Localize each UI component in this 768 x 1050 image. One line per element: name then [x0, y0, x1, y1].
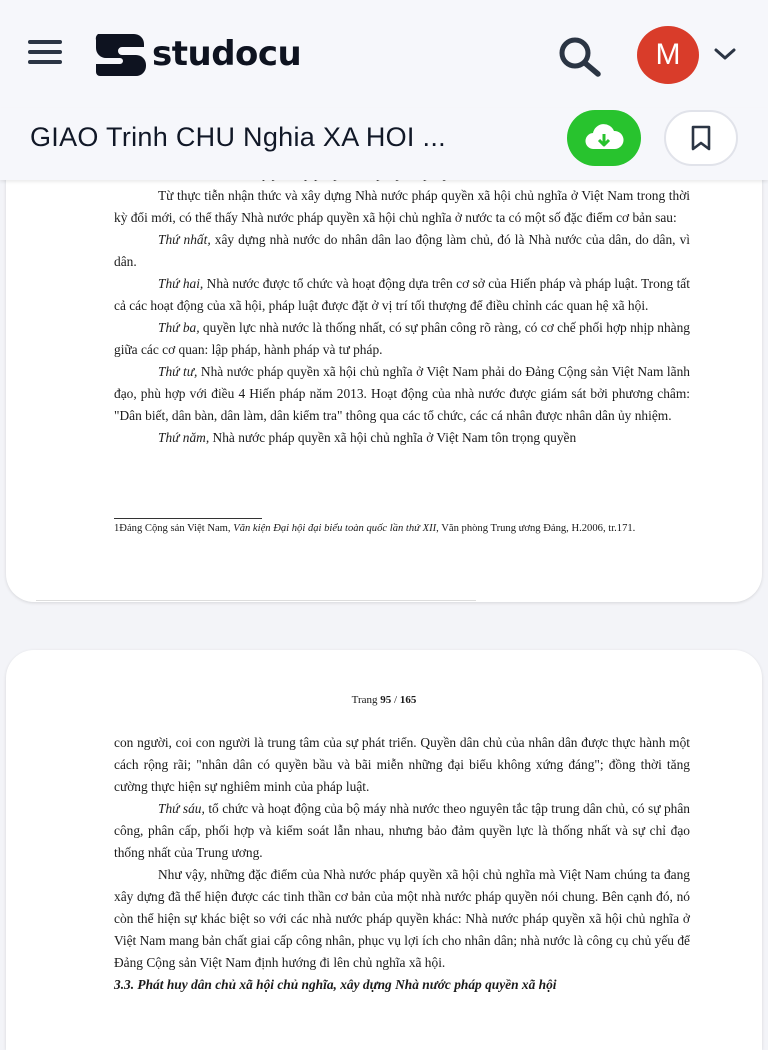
paragraph: Từ thực tiễn nhận thức và xây dựng Nhà nước pháp quyền xã hội chủ nghĩa ở Việt Nam trong thời kỳ đổi mới, có thể thấy Nhà nước pháp quyền xã hội chủ nghĩa ở nước ta có một số đặc điểm cơ bản sau: [114, 188, 690, 225]
feature-lead: Thứ năm, [158, 430, 210, 445]
feature-paragraph [114, 798, 690, 864]
bookmark-button[interactable] [664, 110, 738, 166]
studocu-logo[interactable] [92, 30, 301, 78]
page-separator: / [391, 694, 400, 706]
feature-lead: Thứ hai, [158, 276, 204, 291]
footnote-italic: Văn kiện Đại hội đại biểu toàn quốc lần thứ XII [233, 523, 437, 534]
feature-lead: Thứ tư, [158, 364, 198, 379]
feature-paragraph [114, 361, 690, 427]
document-title: GIAO Trinh CHU Nghia XA HOI ... [30, 122, 446, 152]
feature-text: tổ chức và hoạt động của bộ máy nhà nước theo nguyên tắc tập trung dân chủ, có sự phân công, phân cấp, phối hợp và kiểm soát lẫn nhau, nhưng bảo đảm quyền lực là thống nhất và sự chỉ đạo thống nhất của Trung ương. [114, 801, 690, 860]
menu-icon[interactable] [28, 40, 64, 68]
page-body [114, 732, 690, 996]
feature-paragraph [114, 273, 690, 317]
feature-text: xây dựng nhà nước do nhân dân lao động làm chủ, đó là Nhà nước của dân, do dân, vì dân. [114, 232, 690, 269]
page-body [114, 163, 690, 449]
feature-lead: Thứ sáu, [158, 801, 205, 816]
feature-text: quyền lực nhà nước là thống nhất, có sự phân công rõ ràng, có cơ chế phối hợp nhịp nhàng giữa các cơ quan: lập pháp, hành pháp và tư pháp. [114, 320, 690, 357]
feature-lead: Thứ nhất, [158, 232, 211, 247]
feature-paragraph [114, 427, 690, 449]
footnote-post: , Văn phòng Trung ương Đảng, H.2006, tr.171. [436, 523, 636, 534]
download-button[interactable] [567, 110, 641, 166]
feature-lead: Thứ ba, [158, 320, 200, 335]
feature-text: Nhà nước pháp quyền xã hội chủ nghĩa ở Việt Nam tôn trọng quyền [209, 430, 577, 445]
document-title-bar [0, 108, 768, 180]
footnote-divider [114, 518, 262, 519]
chevron-down-icon[interactable] [712, 44, 738, 64]
section-heading: 3.3. Phát huy dân chủ xã hội chủ nghĩa, xây dựng Nhà nước pháp quyền xã hội [114, 977, 557, 992]
cloud-download-icon [584, 123, 624, 153]
feature-text: Nhà nước được tổ chức và hoạt động dựa trên cơ sở của Hiến pháp và pháp luật. Trong tất cả các hoạt động của xã hội, pháp luật được đặt ở vị trí tối thượng để điều chỉnh các quan hệ xã hội. [114, 276, 690, 313]
feature-text: Nhà nước pháp quyền xã hội chủ nghĩa ở Việt Nam phải do Đảng Cộng sản Việt Nam lãnh đạo, phù hợp với điều 4 Hiến pháp năm 2013. Hoạt động của nhà nước được giám sát bởi phương châm: "Dân biết, dân bàn, dân làm, dân kiểm tra" thông qua các tổ chức, các cá nhân được nhân dân ủy nhiệm. [114, 364, 690, 423]
search-icon[interactable] [554, 34, 604, 78]
brand-name: studocu [152, 34, 302, 74]
logo-mark-icon [92, 30, 148, 78]
feature-paragraph [114, 229, 690, 273]
page-total: 165 [399, 694, 417, 706]
avatar[interactable]: M [637, 26, 699, 84]
footnote [114, 522, 690, 535]
page-number [6, 694, 762, 706]
page-footer-divider [36, 600, 476, 601]
bookmark-icon [689, 124, 713, 152]
feature-paragraph [114, 317, 690, 361]
paragraph: con người, coi con người là trung tâm của sự phát triển. Quyền dân chủ của nhân dân được thực hành một cách rộng rãi; "nhân dân có quyền bầu và bãi miễn những đại biểu không xứng đáng"; đồng thời tăng cường thực hiện sự nghiêm minh của pháp luật. [114, 735, 690, 794]
page-current: 95 [380, 694, 392, 706]
document-page-94 [6, 150, 762, 602]
paragraph: Như vậy, những đặc điểm của Nhà nước pháp quyền xã hội chủ nghĩa mà Việt Nam chúng ta đang xây dựng đã thể hiện được các tinh thần cơ bản của một nhà nước pháp quyền nói chung. Bên cạnh đó, nó còn thể hiện sự khác biệt so với các nhà nước pháp quyền khác: Nhà nước pháp quyền xã hội chủ nghĩa ở Việt Nam mang bản chất giai cấp công nhân, phục vụ lợi ích cho nhân dân; nhà nước là công cụ chủ yếu để Đảng Cộng sản Việt Nam định hướng đi lên chủ nghĩa xã hội. [114, 867, 690, 970]
footnote-pre: 1Đảng Cộng sản Việt Nam, [114, 523, 234, 534]
page-label: Trang [351, 694, 378, 706]
document-page-95 [6, 650, 762, 1050]
top-bar [0, 0, 768, 108]
